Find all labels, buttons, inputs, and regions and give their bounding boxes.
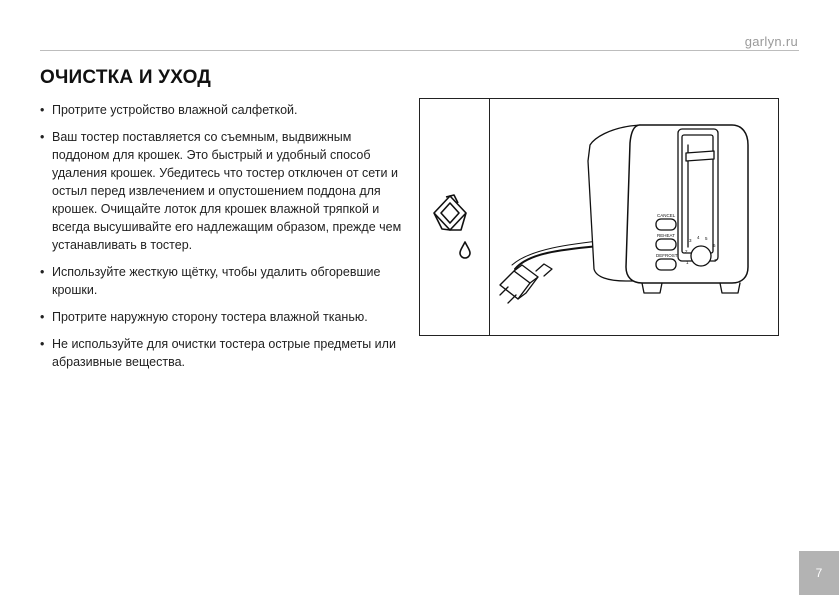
bullet: •: [40, 310, 45, 324]
list-item: [40, 101, 402, 119]
cancel-label: CANCEL: [657, 213, 676, 218]
bullet: •: [40, 265, 45, 279]
defrost-label: DEFROST: [656, 253, 678, 258]
list-item-text: Ваш тостер поставляется со съемным, выдвижным поддоном для крошек. Это быстрый и удобный способ удаления крошек. Убедитесь что тостер отключен от сети и остыл перед извлечением и опустошением поддона для крошек. Очищайте лоток для крошек влажной тряпкой и всегда высушивайте его надлежащим образом, прежде чем устанавливать в тостер.: [52, 130, 402, 252]
list-item-text: Протрите наружную сторону тостера влажной тканью.: [52, 310, 368, 324]
list-item: [40, 308, 402, 326]
toaster-icon: [500, 125, 748, 303]
cleaning-illustration: [419, 98, 779, 336]
dial-number: 3: [689, 238, 692, 243]
bullet: •: [40, 337, 45, 351]
list-item-text: Используйте жесткую щётку, чтобы удалить обгоревшие крошки.: [52, 265, 381, 297]
cleaning-list: [40, 101, 402, 380]
dial-number: 1: [686, 260, 689, 265]
dial-number: 4: [697, 235, 700, 240]
list-item-text: Не используйте для очистки тостера острые предметы или абразивные вещества.: [52, 337, 396, 369]
list-item-text: Протрите устройство влажной салфеткой.: [52, 103, 298, 117]
section-title: ОЧИСТКА И УХОД: [40, 67, 212, 88]
wet-cloth-icon: [434, 195, 470, 258]
dial-number: 5: [705, 236, 708, 241]
header-rule: [40, 50, 799, 51]
dial-number: 2: [685, 249, 688, 254]
site-url: garlyn.ru: [744, 34, 798, 49]
page-number: 7: [799, 551, 839, 595]
bullet: •: [40, 130, 45, 144]
reheat-label: REHEAT: [657, 233, 675, 238]
dial-number: 7: [714, 258, 717, 263]
illustration-svg: [420, 99, 780, 337]
bullet: •: [40, 103, 45, 117]
dial-number: 6: [713, 243, 716, 248]
list-item: [40, 335, 402, 371]
list-item: [40, 263, 402, 299]
list-item: [40, 128, 402, 254]
